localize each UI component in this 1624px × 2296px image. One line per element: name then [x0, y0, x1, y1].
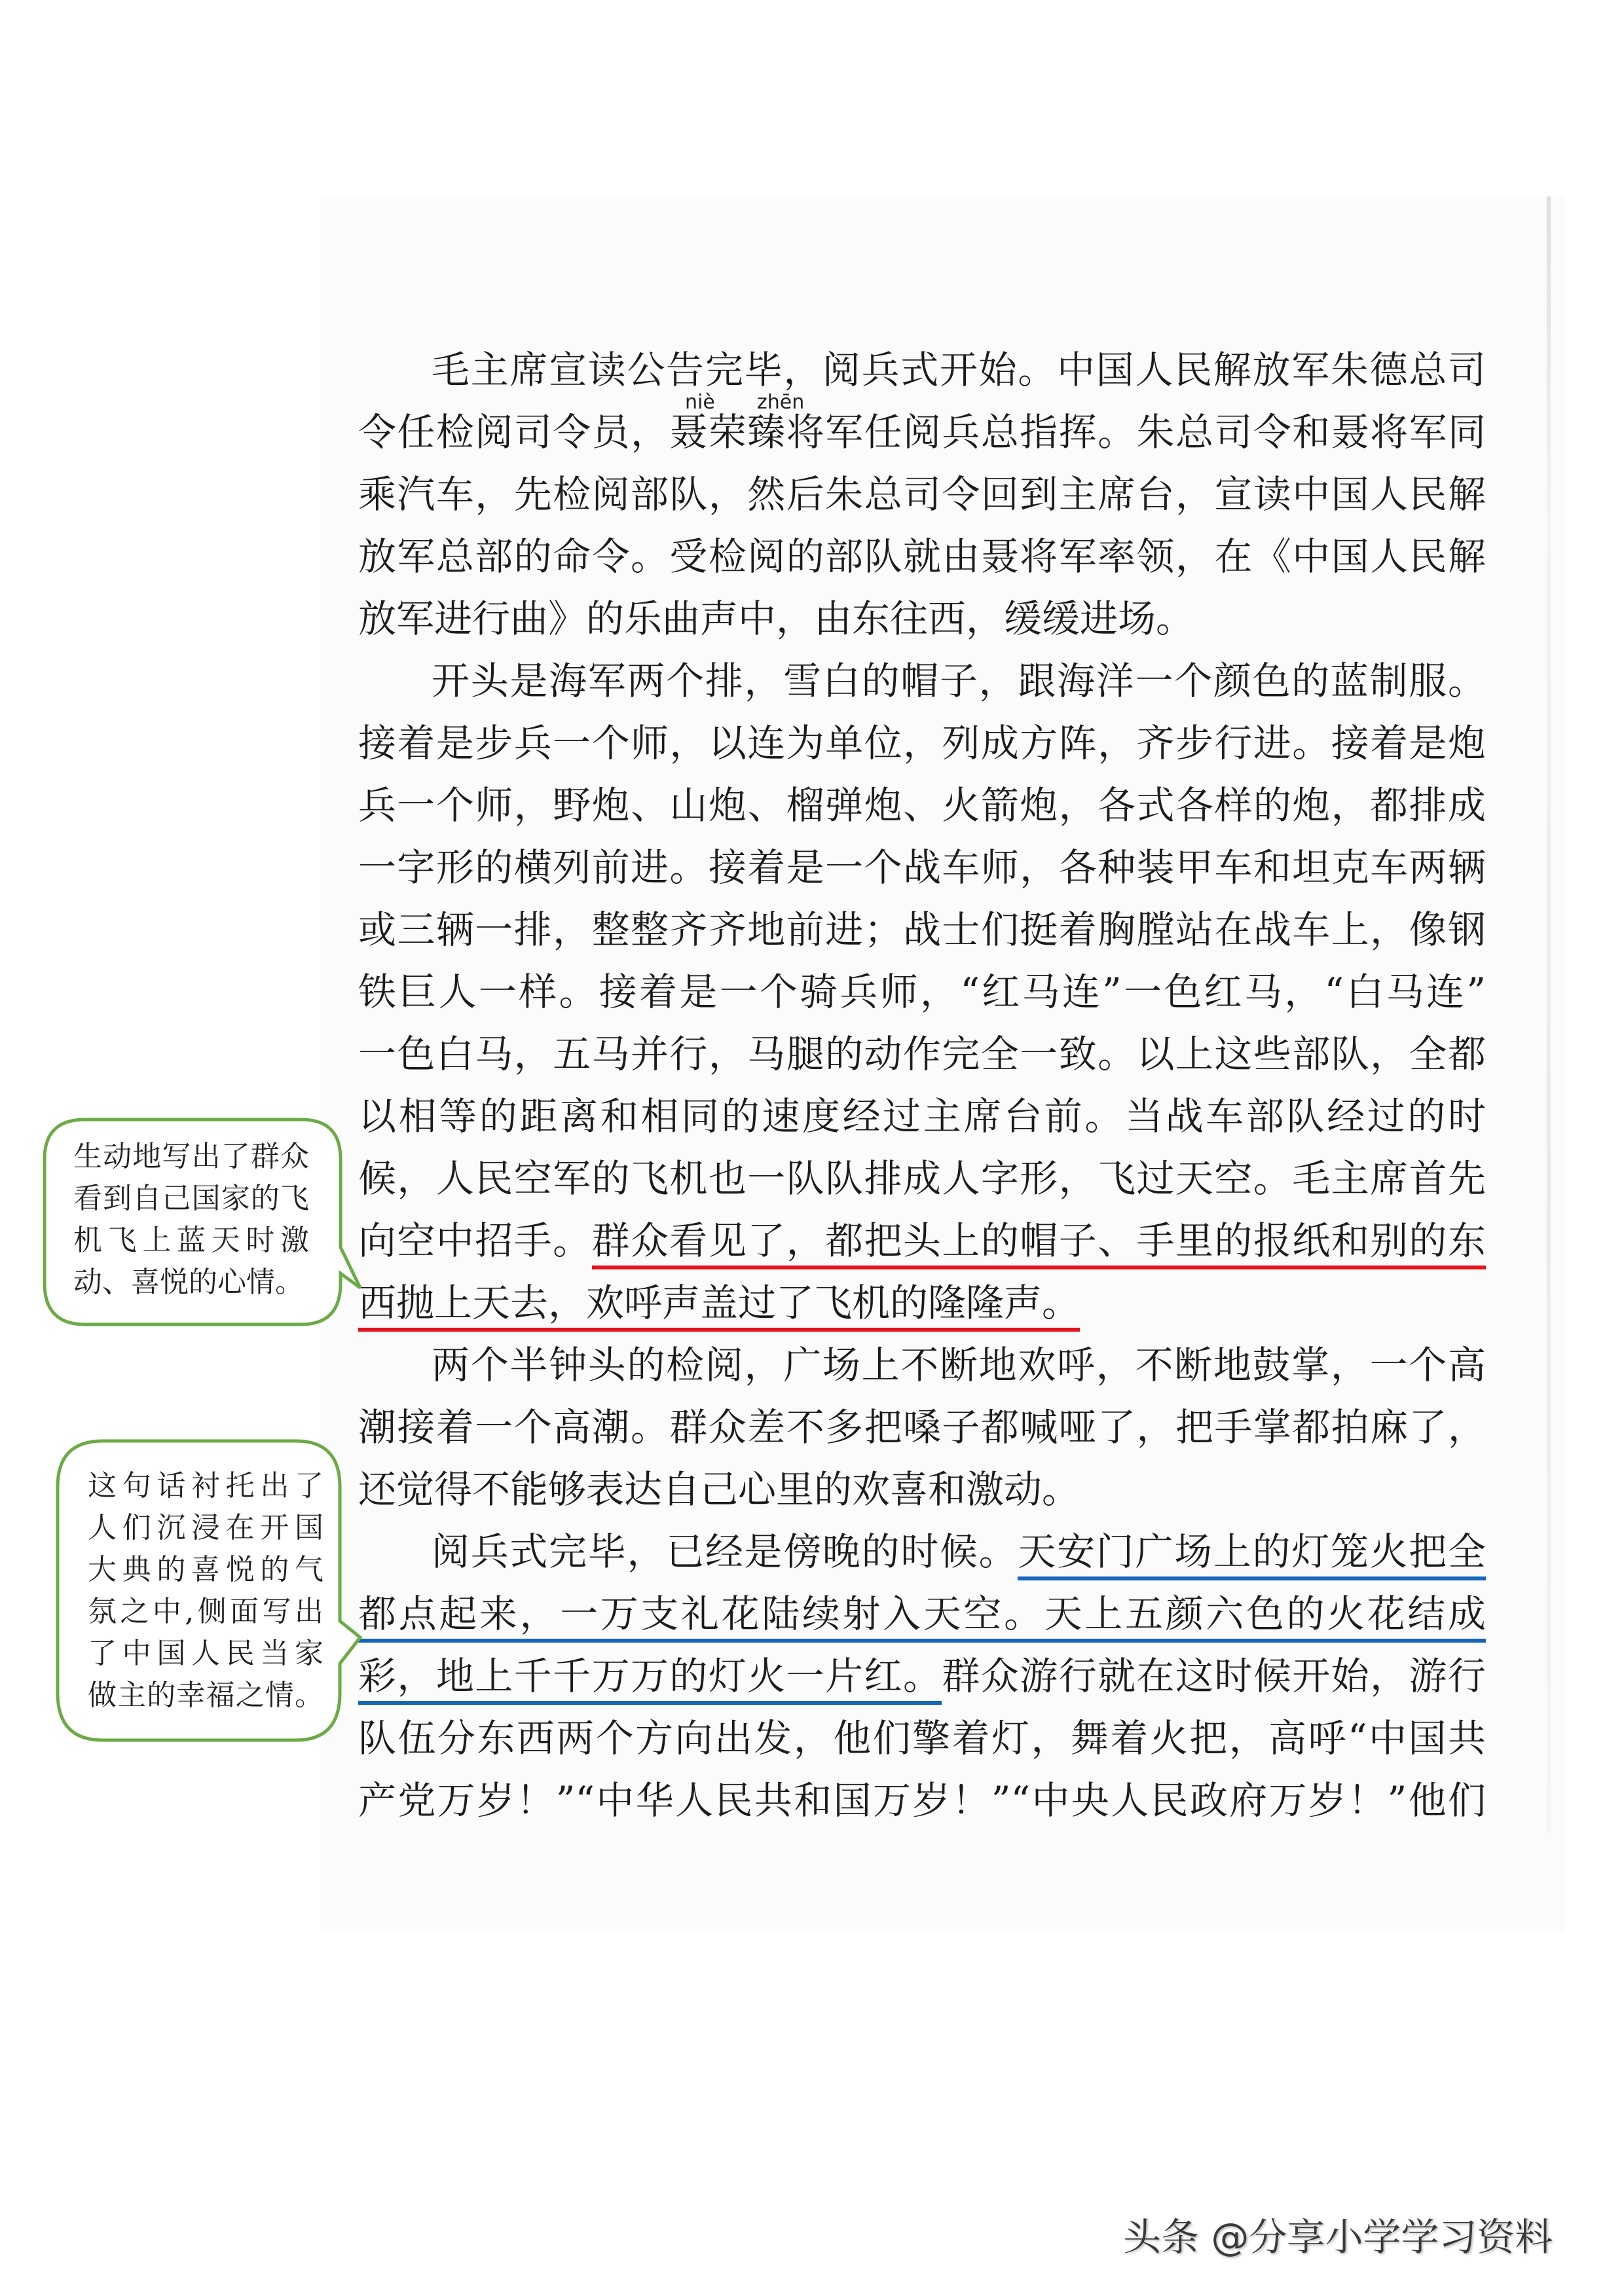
text-plain: 群众游行就在这时候开始，游行 — [942, 1654, 1486, 1698]
callout-line: 了中国人民当家 — [88, 1637, 323, 1670]
pinyin-nie: niè — [685, 391, 715, 414]
text-line: 两个半钟头的检阅，广场上不断地欢呼，不断地鼓掌，一个高 — [432, 1343, 1486, 1387]
callout-line: 看到自己国家的飞 — [73, 1182, 309, 1215]
blue-underlined-text: 天安门广场上的灯笼火把全 — [1018, 1529, 1486, 1580]
text-line: 乘汽车，先检阅部队，然后朱总司令回到主席台，宣读中国人民解 — [358, 472, 1486, 517]
scan-edge-noise — [1547, 196, 1551, 1833]
text-line — [358, 1272, 1486, 1334]
red-underlined-text: 西抛上天去，欢呼声盖过了飞机的隆隆声。 — [358, 1281, 1080, 1332]
text-line: 令任检阅司令员，聂荣臻将军任阅兵总指挥。朱总司令和聂将军同 — [358, 410, 1486, 454]
callout-line: 机飞上蓝天时激 — [73, 1224, 309, 1257]
text-line: 一字形的横列前进。接着是一个战车师，各种装甲车和坦克车两辆 — [358, 845, 1486, 890]
text-line: 产党万岁！”“中华人民共和国万岁！”“中央人民政府万岁！”他们 — [358, 1778, 1486, 1823]
callout-line: 氛之中,侧面写出 — [88, 1595, 323, 1628]
text-line: 兵一个师，野炮、山炮、榴弹炮、火箭炮，各式各样的炮，都排成 — [358, 783, 1486, 828]
text-plain: 阅兵式完毕，已经是傍晚的时候。 — [432, 1529, 1018, 1574]
text-line: 以相等的距离和相同的速度经过主席台前。当战车部队经过的时 — [358, 1094, 1486, 1139]
blue-underlined-text: 彩，地上千千万万的灯火一片红。 — [358, 1654, 942, 1705]
callout-line: 大典的喜悦的气 — [88, 1553, 323, 1586]
text-line — [358, 1645, 1486, 1707]
text-line — [358, 1583, 1486, 1645]
callout-bubble-2 — [54, 1438, 368, 1745]
text-line: 或三辆一排，整整齐齐地前进；战士们挺着胸膛站在战车上，像钢 — [358, 907, 1486, 952]
callout-bubble-1 — [39, 1116, 367, 1332]
text-line: 队伍分东西两个方向出发，他们擎着灯，舞着火把，高呼“中国共 — [358, 1716, 1486, 1760]
blue-underlined-text: 都点起来，一万支礼花陆续射入天空。天上五颜六色的火花结成 — [358, 1592, 1486, 1643]
text-line: 接着是步兵一个师，以连为单位，列成方阵，齐步行进。接着是炮 — [358, 721, 1486, 765]
text-line: 一色白马，五马并行，马腿的动作完全一致。以上这些部队，全都 — [358, 1032, 1486, 1076]
text-line: 放军总部的命令。受检阅的部队就由聂将军率领，在《中国人民解 — [358, 534, 1486, 579]
text-line: 潮接着一个高潮。群众差不多把嗓子都喊哑了，把手掌都拍麻了， — [358, 1405, 1486, 1449]
callout-line: 人们沉浸在开国 — [88, 1511, 323, 1544]
callout-2-text — [88, 1465, 323, 1717]
callout-1-text — [73, 1136, 309, 1303]
text-line: 铁巨人一样。接着是一个骑兵师，“红马连”一色红马，“白马连” — [358, 970, 1486, 1014]
watermark: 头条 @分享小学学习资料 — [1123, 2215, 1553, 2259]
pinyin-zhen: zhēn — [757, 391, 805, 414]
text-line — [358, 1210, 1486, 1272]
text-line: 毛主席宣读公告完毕，阅兵式开始。中国人民解放军朱德总司 — [432, 348, 1486, 392]
text-line: 还觉得不能够表达自己心里的欢喜和激动。 — [358, 1467, 1080, 1512]
text-line: 候，人民空军的飞机也一队队排成人字形，飞过天空。毛主席首先 — [358, 1156, 1486, 1201]
text-plain: 向空中招手。 — [358, 1218, 592, 1263]
callout-line: 生动地写出了群众 — [73, 1140, 309, 1173]
body-text — [358, 339, 1486, 1832]
text-line — [358, 1521, 1486, 1583]
red-underlined-text: 群众看见了，都把头上的帽子、手里的报纸和别的东 — [592, 1218, 1486, 1269]
text-line: 放军进行曲》的乐曲声中，由东往西，缓缓进场。 — [358, 596, 1194, 641]
callout-line: 动、喜悦的心情。 — [73, 1266, 304, 1299]
callout-line: 这句话衬托出了 — [88, 1469, 323, 1503]
text-line: 开头是海军两个排，雪白的帽子，跟海洋一个颜色的蓝制服。 — [432, 659, 1486, 703]
callout-line: 做主的幸福之情。 — [88, 1679, 323, 1712]
